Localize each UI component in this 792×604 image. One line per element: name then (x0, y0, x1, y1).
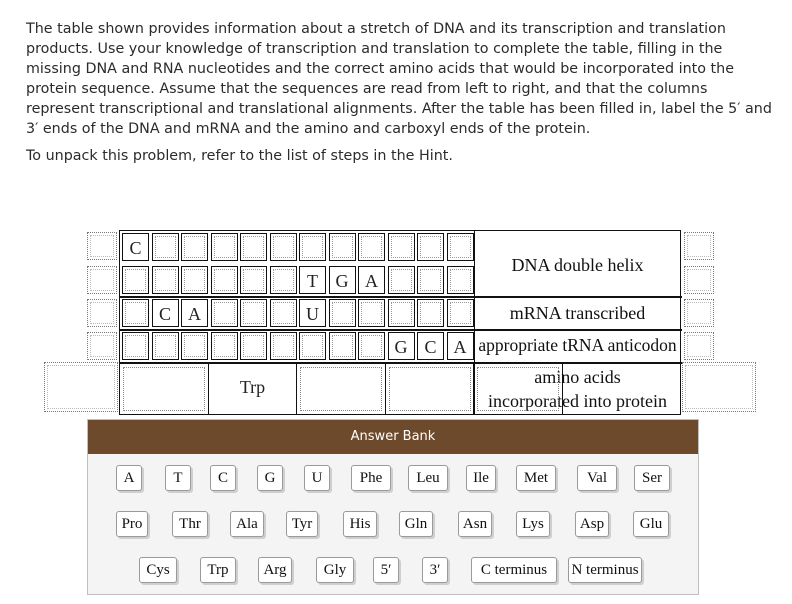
dna-bottom-left-end-slot[interactable] (87, 266, 117, 294)
dna-top-left-end-slot[interactable] (87, 232, 117, 260)
mrna-nucleotide[interactable] (447, 299, 474, 327)
amino-acid-cell (209, 364, 298, 414)
dna-top-strand-nucleotide[interactable] (417, 233, 444, 261)
answer-chip[interactable]: Ile (466, 465, 496, 491)
answer-chip[interactable]: Pro (116, 511, 148, 537)
trna-right-end-slot[interactable] (684, 332, 714, 360)
amino-acid-cell[interactable] (120, 364, 209, 414)
dna-bottom-right-end-slot[interactable] (684, 266, 714, 294)
answer-chip[interactable]: Phe (351, 465, 391, 491)
dna-bottom-strand-nucleotide[interactable] (270, 266, 297, 294)
mrna-row-label: mRNA transcribed (509, 303, 646, 323)
amino-acid-cell[interactable] (474, 364, 563, 414)
dna-top-strand-nucleotide[interactable] (329, 233, 356, 261)
dna-top-strand-nucleotide[interactable] (181, 233, 208, 261)
dna-top-right-end-slot[interactable] (684, 232, 714, 260)
answer-chip[interactable]: Met (516, 465, 556, 491)
answer-chip[interactable]: Ser (634, 465, 670, 491)
amino-acid-cell[interactable] (297, 364, 386, 414)
answer-chip[interactable]: Ala (230, 511, 264, 537)
dna-top-strand-nucleotide: C (122, 233, 149, 261)
amino-acid-slot[interactable] (477, 367, 559, 411)
trna-anticodon-nucleotide: C (417, 332, 444, 360)
table-divider (120, 296, 682, 298)
trna-row-label: appropriate tRNA anticodon (478, 335, 677, 355)
trna-anticodon-nucleotide[interactable] (329, 332, 356, 360)
answer-chip[interactable]: Arg (258, 557, 292, 583)
answer-bank-title: Answer Bank (88, 420, 698, 454)
dna-bottom-strand-nucleotide[interactable] (447, 266, 474, 294)
answer-chip[interactable]: Gly (316, 557, 354, 583)
dna-top-strand-nucleotide[interactable] (358, 233, 385, 261)
answer-chip[interactable]: N terminus (568, 557, 642, 583)
trna-anticodon-nucleotide[interactable] (122, 332, 149, 360)
answer-chip[interactable]: Cys (139, 557, 177, 583)
dna-top-strand-nucleotide[interactable] (299, 233, 326, 261)
protein-right-end-slot[interactable] (682, 362, 756, 412)
mrna-nucleotide[interactable] (240, 299, 267, 327)
answer-chip[interactable]: Asp (575, 511, 609, 537)
answer-chip[interactable]: Asn (458, 511, 492, 537)
dna-bottom-strand-nucleotide[interactable] (417, 266, 444, 294)
trna-anticodon-nucleotide[interactable] (240, 332, 267, 360)
answer-chip[interactable]: Lys (516, 511, 550, 537)
trna-left-end-slot[interactable] (87, 332, 117, 360)
answer-chip[interactable]: Thr (172, 511, 208, 537)
dna-bottom-strand-nucleotide[interactable] (211, 266, 238, 294)
dna-bottom-strand-nucleotide[interactable] (122, 266, 149, 294)
dna-row-label: DNA double helix (511, 255, 644, 275)
mrna-nucleotide[interactable] (388, 299, 415, 327)
answer-chip[interactable]: C (210, 465, 236, 491)
answer-chip[interactable]: Glu (633, 511, 669, 537)
answer-chip[interactable]: Leu (408, 465, 448, 491)
answer-chip[interactable]: Tyr (286, 511, 318, 537)
instructions (26, 19, 776, 139)
amino-acid-value: Trp (239, 377, 266, 397)
answer-chip[interactable]: 5′ (373, 557, 399, 583)
answer-chip[interactable]: Trp (200, 557, 236, 583)
trna-anticodon-nucleotide[interactable] (299, 332, 326, 360)
answer-chip[interactable]: T (165, 465, 191, 491)
dna-bottom-strand-nucleotide[interactable] (181, 266, 208, 294)
dna-top-strand-nucleotide[interactable] (270, 233, 297, 261)
mrna-nucleotide[interactable] (122, 299, 149, 327)
mrna-nucleotide[interactable] (211, 299, 238, 327)
mrna-left-end-slot[interactable] (87, 299, 117, 327)
mrna-nucleotide[interactable] (358, 299, 385, 327)
dna-top-strand-nucleotide[interactable] (152, 233, 179, 261)
answer-chip[interactable]: His (343, 511, 377, 537)
dna-bottom-strand-nucleotide: G (329, 266, 356, 294)
answer-chip[interactable]: C terminus (471, 557, 557, 583)
trna-anticodon-nucleotide: A (447, 332, 474, 360)
trna-anticodon-nucleotide[interactable] (270, 332, 297, 360)
amino-row-label-1: amino acids (534, 367, 621, 387)
dna-top-strand-nucleotide[interactable] (240, 233, 267, 261)
trna-anticodon-nucleotide: G (388, 332, 415, 360)
mrna-nucleotide[interactable] (417, 299, 444, 327)
answer-chip[interactable]: 3′ (422, 557, 448, 583)
trna-anticodon-nucleotide[interactable] (152, 332, 179, 360)
table-divider (120, 329, 682, 331)
trna-anticodon-nucleotide[interactable] (181, 332, 208, 360)
dna-bottom-strand-nucleotide: T (299, 266, 326, 294)
answer-chip[interactable]: Gln (399, 511, 433, 537)
dna-table (119, 230, 681, 415)
dna-top-strand-nucleotide[interactable] (447, 233, 474, 261)
answer-chip[interactable]: G (257, 465, 283, 491)
dna-bottom-strand-nucleotide: A (358, 266, 385, 294)
amino-acid-slot[interactable] (123, 367, 205, 411)
answer-chip[interactable]: Val (577, 465, 617, 491)
mrna-right-end-slot[interactable] (684, 299, 714, 327)
dna-bottom-strand-nucleotide[interactable] (152, 266, 179, 294)
amino-acid-cell[interactable] (386, 364, 475, 414)
trna-anticodon-nucleotide[interactable] (358, 332, 385, 360)
answer-chip[interactable]: U (304, 465, 330, 491)
mrna-nucleotide: A (181, 299, 208, 327)
dna-bottom-strand-nucleotide[interactable] (388, 266, 415, 294)
mrna-nucleotide[interactable] (270, 299, 297, 327)
mrna-nucleotide: C (152, 299, 179, 327)
instructions-paragraph: The table shown provides information about a stretch of DNA and its transcription and translation products. Use your knowledge of transcription and translation to complete the table, filling in the missing DNA and RNA nucleotides and the correct amino acids that would be incorporated into the protein sequence. Assume that the sequences are read from left to right, and that the columns represent transcriptional and translational alignments. After the table has been filled in, label the 5′ and 3′ ends of the DNA and mRNA and the amino and carboxyl ends of the protein. (26, 21, 772, 137)
dna-top-strand-nucleotide[interactable] (211, 233, 238, 261)
amino-row-label-2: incorporated into protein (488, 391, 667, 411)
dna-bottom-strand-nucleotide[interactable] (240, 266, 267, 294)
amino-acid-slot[interactable] (389, 367, 471, 411)
answer-bank (87, 419, 699, 595)
mrna-nucleotide: U (299, 299, 326, 327)
hint-line: To unpack this problem, refer to the list of steps in the Hint. (26, 148, 453, 164)
protein-left-end-slot[interactable] (44, 362, 118, 412)
answer-chip[interactable]: A (116, 465, 142, 491)
mrna-nucleotide[interactable] (329, 299, 356, 327)
amino-acid-slot[interactable] (300, 367, 382, 411)
dna-top-strand-nucleotide[interactable] (388, 233, 415, 261)
trna-anticodon-nucleotide[interactable] (211, 332, 238, 360)
